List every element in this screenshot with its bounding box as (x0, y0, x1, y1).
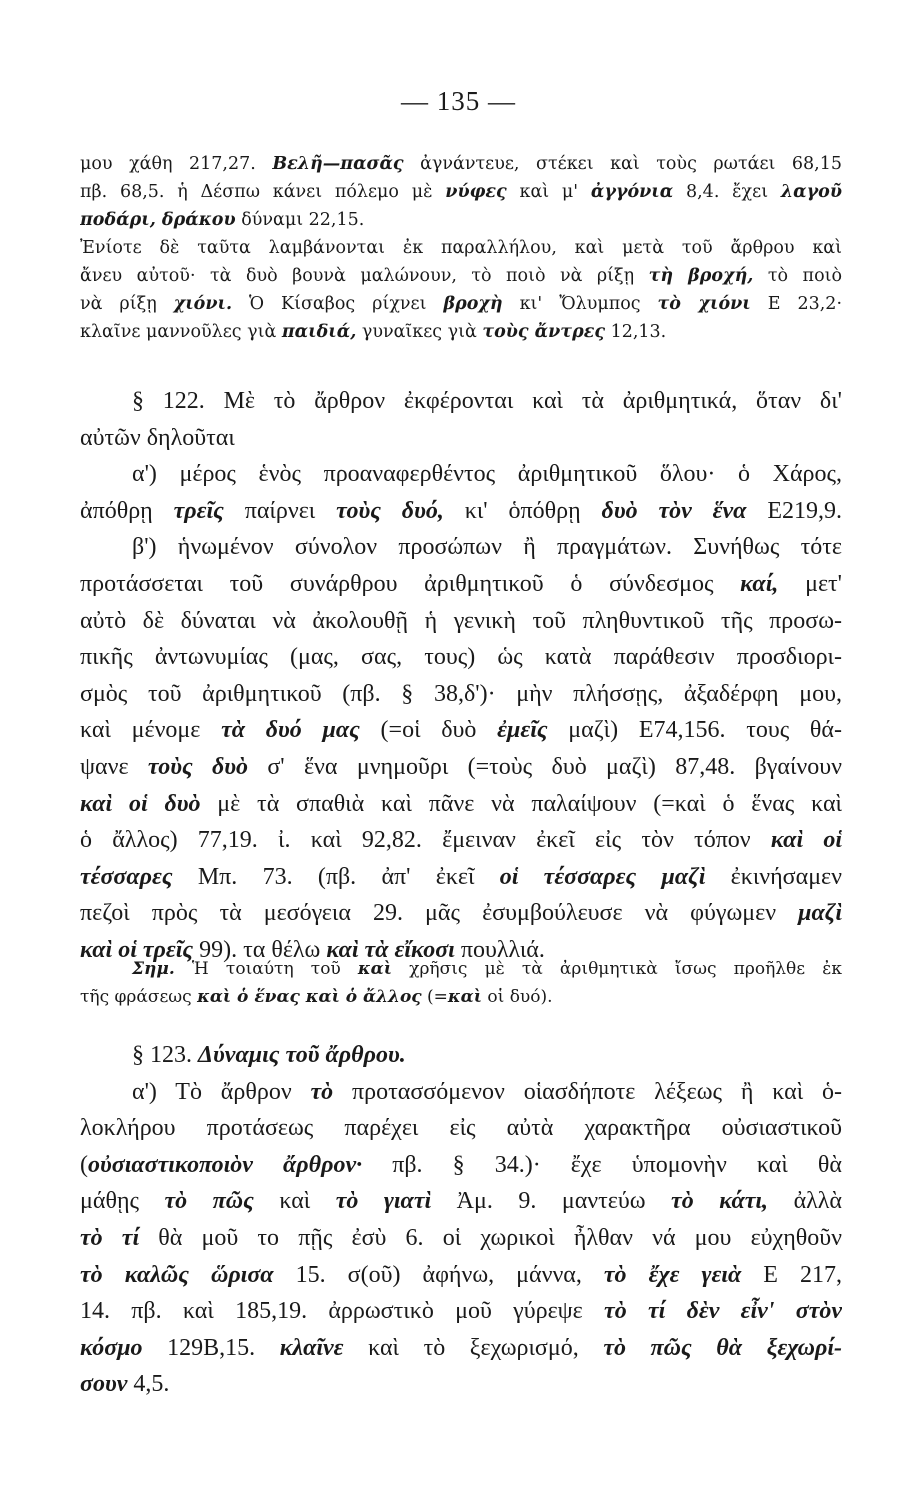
emphasized-text: Βελῆ—πασᾶς (272, 154, 404, 174)
emphasized-text: καὶ οἱ τρεῖς (80, 936, 194, 963)
emphasized-text: κλαῖνε (279, 1334, 344, 1361)
text-line: τέσσαρες Μπ. 73. (πβ. ἀπ' ἐκεῖ οἱ τέσσαρες μαζὶ ἐκινήσαμεν (80, 863, 842, 890)
emphasized-text: καὶ ὁ ἕνας καὶ ὁ ἄλλος (197, 987, 422, 1007)
text-line: πβ. 68,5. ἡ Δέσπω κάνει πόλεμο μὲ νύφες καὶ μ' ἀγγόνια 8,4. ἔχει λαγοῦ (80, 182, 842, 202)
emphasized-text: δυὸ τὸν ἕνα (601, 497, 747, 524)
emphasized-text: καί, (740, 570, 779, 597)
section-heading-line: § 122. Μὲ τὸ ἄρθρον ἐκφέρονται καὶ τὰ ἀριθμητικά, ὅταν δι' (132, 388, 842, 414)
emphasized-text: τοὺς δυὸ (147, 753, 249, 780)
text-line: αὐτὸ δὲ δύναται νὰ ἀκολουθῇ ἡ γενικὴ τοῦ πληθυντικοῦ τῆς προσω- (80, 607, 842, 634)
text-line: α') Τὸ ἄρθρον τὸ προτασσόμενον οἱασδήποτε λέξεως ἢ καὶ ὁ- (132, 1078, 842, 1105)
emphasized-text: τὸ ἔχε γειὰ (603, 1261, 742, 1288)
emphasized-text: καὶ οἱ δυὸ (80, 790, 201, 817)
emphasized-text: κόσμο (80, 1334, 143, 1361)
text-line: 14. πβ. καὶ 185,19. ἀρρωστικὸ μοῦ γύρεψε τὸ τί δὲν εἶν' στὸν (80, 1298, 842, 1325)
text-line: πεζοὶ πρὸς τὰ μεσόγεια 29. μᾶς ἐσυμβούλευσε νὰ φύγωμεν μαζὶ (80, 900, 842, 927)
note-line: τῆς φράσεως καὶ ὁ ἕνας καὶ ὁ ἄλλος (=καὶ οἱ δυό). (80, 987, 553, 1007)
emphasized-text: τέσσαρες (80, 863, 173, 890)
text-line: (οὐσιαστικοποιὸν ἄρθρον· πβ. § 34.)· ἔχε ὑπομονὴν καὶ θὰ (80, 1151, 842, 1178)
emphasized-text: ἐμεῖς (497, 717, 548, 744)
emphasized-text: τὸ κάτι, (671, 1188, 769, 1215)
emphasized-text: τοὺς ἄντρες (482, 322, 605, 342)
emphasized-text: τὸ χιόνι (657, 294, 751, 314)
text-line: μάθῃς τὸ πῶς καὶ τὸ γιατὶ Ἀμ. 9. μαντεύω τὸ κάτι, ἀλλὰ (80, 1188, 842, 1215)
emphasized-text: ποδάρι, δράκου (80, 210, 236, 230)
text-line: κόσμο 129Β,15. κλαῖνε καὶ τὸ ξεχωρισμό, τὸ πῶς θὰ ξεχωρί- (80, 1334, 842, 1361)
emphasized-text: τὸ γιατὶ (335, 1188, 432, 1215)
text-line: ὁ ἄλλος) 77,19. ἰ. καὶ 92,82. ἔμειναν ἐκεῖ εἰς τὸν τόπον καὶ οἱ (80, 827, 842, 854)
emphasized-text: σουν (80, 1371, 128, 1398)
emphasized-text: καὶ τὰ εἴκοσι (326, 936, 455, 963)
emphasized-text: τὴ βροχή, (648, 266, 754, 286)
text-line: πικῆς ἀντωνυμίας (μας, σας, τους) ὡς κατὰ παράθεσιν προσδιορι- (80, 644, 842, 671)
text-line: προτάσσεται τοῦ συνάρθρου ἀριθμητικοῦ ὁ σύνδεσμος καί, μετ' (80, 570, 842, 597)
emphasized-text: τὸ τί δὲν εἶν' στὸν (604, 1298, 842, 1325)
text-line: λοκλήρου προτάσεως παρέχει εἰς αὐτὰ χαρακτῆρα οὐσιαστικοῦ (80, 1115, 842, 1142)
emphasized-text: τὸ (310, 1078, 334, 1105)
emphasized-text: Σημ. (132, 959, 175, 979)
text-line: καὶ οἱ δυὸ μὲ τὰ σπαθιὰ καὶ πᾶνε νὰ παλαίψουν (=καὶ ὁ ἕνας καὶ (80, 790, 842, 817)
text-line: ἀπόθρῃ τρεῖς παίρνει τοὺς δυό, κι' ὁπόθρῃ δυὸ τὸν ἕνα Ε219,9. (80, 497, 842, 524)
emphasized-text: μαζὶ (798, 900, 842, 927)
text-line: τὸ καλῶς ὥρισα 15. σ(οῦ) ἀφήνω, μάννα, τὸ ἔχε γειὰ Ε 217, (80, 1261, 842, 1288)
emphasized-text: οἱ τέσσαρες μαζὶ (499, 863, 706, 890)
emphasized-text: τὸ πῶς (164, 1188, 254, 1215)
emphasized-text: τὸ πῶς θὰ ξεχωρί- (603, 1334, 842, 1361)
emphasized-text: παιδιά, (281, 322, 357, 342)
top-paragraph (80, 150, 842, 346)
text-line: μου χάθη 217,27. Βελῆ—πασᾶς ἀγνάντευε, στέκει καὶ τοὺς ρωτάει 68,15 (80, 154, 842, 174)
text-line: ψανε τοὺς δυὸ σ' ἕνα μνημοῦρι (=τοὺς δυὸ μαζὶ) 87,48. βγαίνουν (80, 753, 842, 780)
emphasized-text: τὸ τί (80, 1224, 140, 1251)
section-122 (80, 383, 842, 969)
text-line: τὸ τί θὰ μοῦ το πῇς ἐσὺ 6. οἱ χωρικοὶ ἦλθαν νά μου εὐχηθοῦν (80, 1224, 842, 1251)
text-line: β') ἡνωμένον σύνολον προσώπων ἢ πραγμάτων. Συνήθως τότε (132, 534, 842, 561)
text-line: σουν 4,5. (80, 1371, 170, 1398)
section-123 (80, 1037, 842, 1403)
emphasized-text: τὰ δυό μας (221, 717, 360, 744)
text-line: νὰ ρίξῃ χιόνι. Ὁ Κίσαβος ρίχνει βροχὴ κι' Ὄλυμπος τὸ χιόνι Ε 23,2· (80, 294, 842, 314)
emphasized-text: βροχὴ (443, 294, 503, 314)
section-heading-line: § 123. Δύναμις τοῦ ἄρθρου. (132, 1042, 406, 1068)
text-line: α') μέρος ἑνὸς προαναφερθέντος ἀριθμητικοῦ ὅλου· ὁ Χάρος, (132, 461, 842, 488)
text-line: καὶ οἱ τρεῖς 99). τα θέλω καὶ τὰ εἴκοσι πουλλιά. (80, 936, 545, 963)
text-line: ποδάρι, δράκου δύναμι 22,15. (80, 210, 365, 230)
emphasized-text: τὸ καλῶς ὥρισα (80, 1261, 274, 1288)
note-line: Σημ. Ἡ τοιαύτη τοῦ καὶ χρῆσις μὲ τὰ ἀριθμητικὰ ἴσως προῆλθε ἐκ (132, 959, 842, 979)
emphasized-text: χιόνι. (173, 294, 233, 314)
text-line: Ἐνίοτε δὲ ταῦτα λαμβάνονται ἐκ παραλλήλου, καὶ μετὰ τοῦ ἄρθρου καὶ (80, 238, 842, 258)
text-line: κλαῖνε μαννοῦλες γιὰ παιδιά, γυναῖκες γιὰ τοὺς ἄντρες 12,13. (80, 322, 667, 342)
emphasized-text: τρεῖς (173, 497, 224, 524)
emphasized-text: λαγοῦ (780, 182, 842, 202)
emphasized-text: καὶ (447, 987, 482, 1007)
emphasized-text: τοὺς δυό, (336, 497, 444, 524)
emphasized-text: οὐσιαστικοποιὸν ἄρθρον· (88, 1151, 363, 1178)
emphasized-text: καὶ οἱ (770, 827, 842, 854)
text-line: ἄνευ αὐτοῦ· τὰ δυὸ βουνὰ μαλώνουν, τὸ ποιὸ νὰ ρίξῃ τὴ βροχή, τὸ ποιὸ (80, 266, 842, 286)
note (80, 955, 842, 1011)
emphasized-text: ἀγγόνια (590, 182, 674, 202)
text-line: σμὸς τοῦ ἀριθμητικοῦ (πβ. § 38,δ')· μὴν πλήσσῃς, ἀξαδέρφη μου, (80, 680, 842, 707)
text-line: αὐτῶν δηλοῦται (80, 424, 235, 451)
text-line: καὶ μένομε τὰ δυό μας (=οἱ δυὸ ἐμεῖς μαζὶ) Ε74,156. τους θά- (80, 717, 842, 744)
emphasized-text: νύφες (445, 182, 507, 202)
emphasized-text: καὶ (357, 959, 392, 979)
page-number: — 135 — (401, 86, 516, 116)
emphasized-text: Δύναμις τοῦ ἄρθρου. (198, 1042, 406, 1068)
